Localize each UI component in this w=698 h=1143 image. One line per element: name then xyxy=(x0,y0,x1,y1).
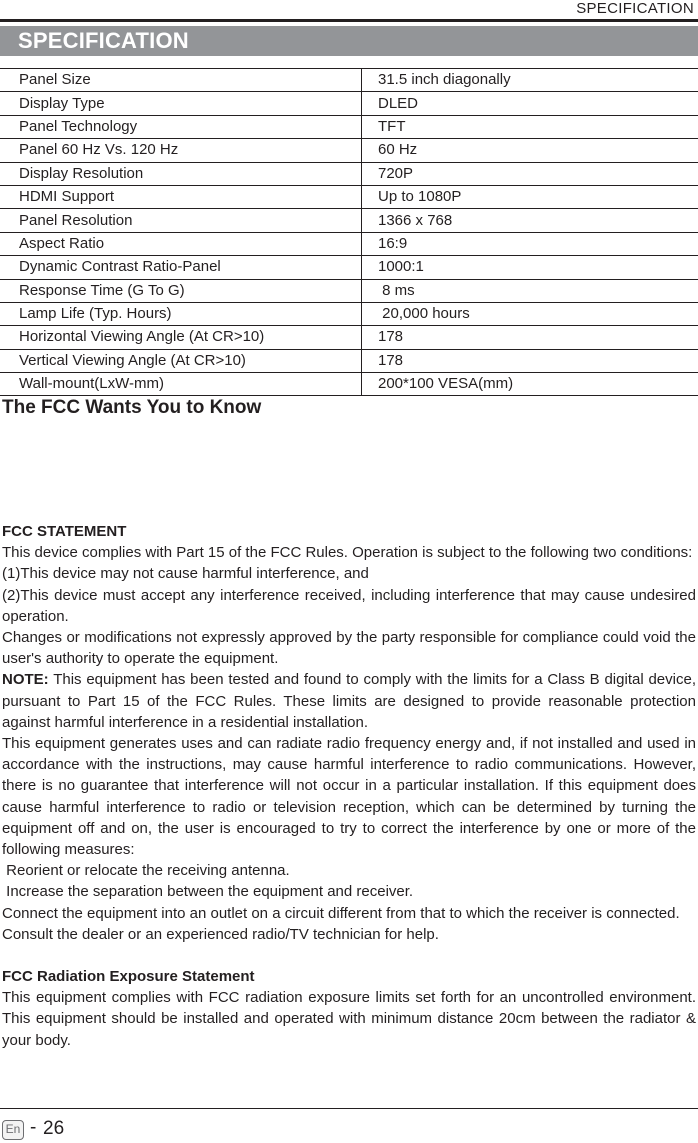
spec-label: Panel 60 Hz Vs. 120 Hz xyxy=(0,139,362,162)
spec-label: HDMI Support xyxy=(0,185,362,208)
spec-value: 1366 x 768 xyxy=(362,209,698,232)
fcc-note xyxy=(2,669,696,733)
spec-value: 8 ms xyxy=(362,279,698,302)
header-rule xyxy=(0,19,698,22)
note-text: This equipment has been tested and found to comply with the limits for a Class B digital device, pursuant to Part 15 of the FCC Rules. These limits are designed to provide reasonable protection against harmful interference in a residential installation. xyxy=(2,671,696,731)
spec-label: Display Resolution xyxy=(0,162,362,185)
fcc-measure: Consult the dealer or an experienced radio/TV technician for help. xyxy=(2,925,439,943)
spec-row xyxy=(0,349,698,372)
spec-value: 16:9 xyxy=(362,232,698,255)
spec-label: Lamp Life (Typ. Hours) xyxy=(0,302,362,325)
spec-value: 31.5 inch diagonally xyxy=(362,69,698,92)
spec-label: Panel Technology xyxy=(0,115,362,138)
page-number: 26 xyxy=(43,1118,65,1139)
spec-label: Response Time (G To G) xyxy=(0,279,362,302)
spec-value: 720P xyxy=(362,162,698,185)
spec-label: Vertical Viewing Angle (At CR>10) xyxy=(0,349,362,372)
section-title: SPECIFICATION xyxy=(18,28,189,53)
spec-value: DLED xyxy=(362,92,698,115)
fcc-condition-2: (2)This device must accept any interference received, including interference that may cause undesired operation. xyxy=(2,586,696,625)
fcc-statement-title: FCC STATEMENT xyxy=(2,523,127,540)
fcc-paragraph: This equipment generates uses and can radiate radio frequency energy and, if not installed and used in accordance with the instructions, may cause harmful interference to radio communications. However, there is no guarantee that interference will not occur in a particular installation. If this equipment does cause harmful interference to radio or television reception, which can be determined by turning the equipment off and on, the user is encouraged to try to correct the interference by one or more of the following measures: xyxy=(2,735,696,859)
fcc-measure: Increase the separation between the equipment and receiver. xyxy=(2,883,414,901)
spec-row xyxy=(0,326,698,349)
spec-row xyxy=(0,162,698,185)
fcc-paragraph: Changes or modifications not expressly approved by the party responsible for compliance could void the user's authority to operate the equipment. xyxy=(2,629,696,668)
fcc-paragraph: This device complies with Part 15 of the FCC Rules. Operation is subject to the following two conditions: xyxy=(2,544,693,562)
spec-label: Panel Resolution xyxy=(0,209,362,232)
spec-row xyxy=(0,92,698,115)
spec-row xyxy=(0,256,698,279)
spec-row xyxy=(0,139,698,162)
footer-rule xyxy=(0,1108,698,1109)
spec-row xyxy=(0,279,698,302)
spec-value: 60 Hz xyxy=(362,139,698,162)
fcc-body xyxy=(2,521,696,1051)
spec-row xyxy=(0,185,698,208)
spec-label: Horizontal Viewing Angle (At CR>10) xyxy=(0,326,362,349)
note-label: NOTE: xyxy=(2,671,49,689)
spec-value: 178 xyxy=(362,349,698,372)
spec-value: 200*100 VESA(mm) xyxy=(362,373,698,396)
language-badge: En xyxy=(2,1120,24,1140)
fcc-radiation-title: FCC Radiation Exposure Statement xyxy=(2,968,255,986)
spec-value: 20,000 hours xyxy=(362,302,698,325)
spec-label: Display Type xyxy=(0,92,362,115)
fcc-measure: Reorient or relocate the receiving antenna. xyxy=(2,862,290,880)
spec-label: Dynamic Contrast Ratio-Panel xyxy=(0,256,362,279)
running-header: SPECIFICATION xyxy=(576,0,694,17)
section-title-band xyxy=(0,26,698,56)
spec-value: TFT xyxy=(362,115,698,138)
spec-row xyxy=(0,69,698,92)
fcc-condition-1: (1)This device may not cause harmful interference, and xyxy=(2,565,369,583)
spec-table xyxy=(0,68,698,396)
spec-label: Panel Size xyxy=(0,69,362,92)
spec-value: 178 xyxy=(362,326,698,349)
spec-row xyxy=(0,232,698,255)
spec-row xyxy=(0,373,698,396)
spec-row xyxy=(0,209,698,232)
spec-label: Wall-mount(LxW-mm) xyxy=(0,373,362,396)
spec-value: 1000:1 xyxy=(362,256,698,279)
spec-value: Up to 1080P xyxy=(362,185,698,208)
spec-label: Aspect Ratio xyxy=(0,232,362,255)
spec-row xyxy=(0,302,698,325)
fcc-paragraph: This equipment complies with FCC radiation exposure limits set forth for an uncontrolled environment. This equipment should be installed and operated with minimum distance 20cm between the radiator & your body. xyxy=(2,989,696,1049)
spec-row xyxy=(0,115,698,138)
footer-separator: - xyxy=(30,1117,37,1138)
fcc-heading: The FCC Wants You to Know xyxy=(2,397,262,418)
fcc-measure: Connect the equipment into an outlet on a circuit different from that to which the receiver is connected. xyxy=(2,904,680,922)
